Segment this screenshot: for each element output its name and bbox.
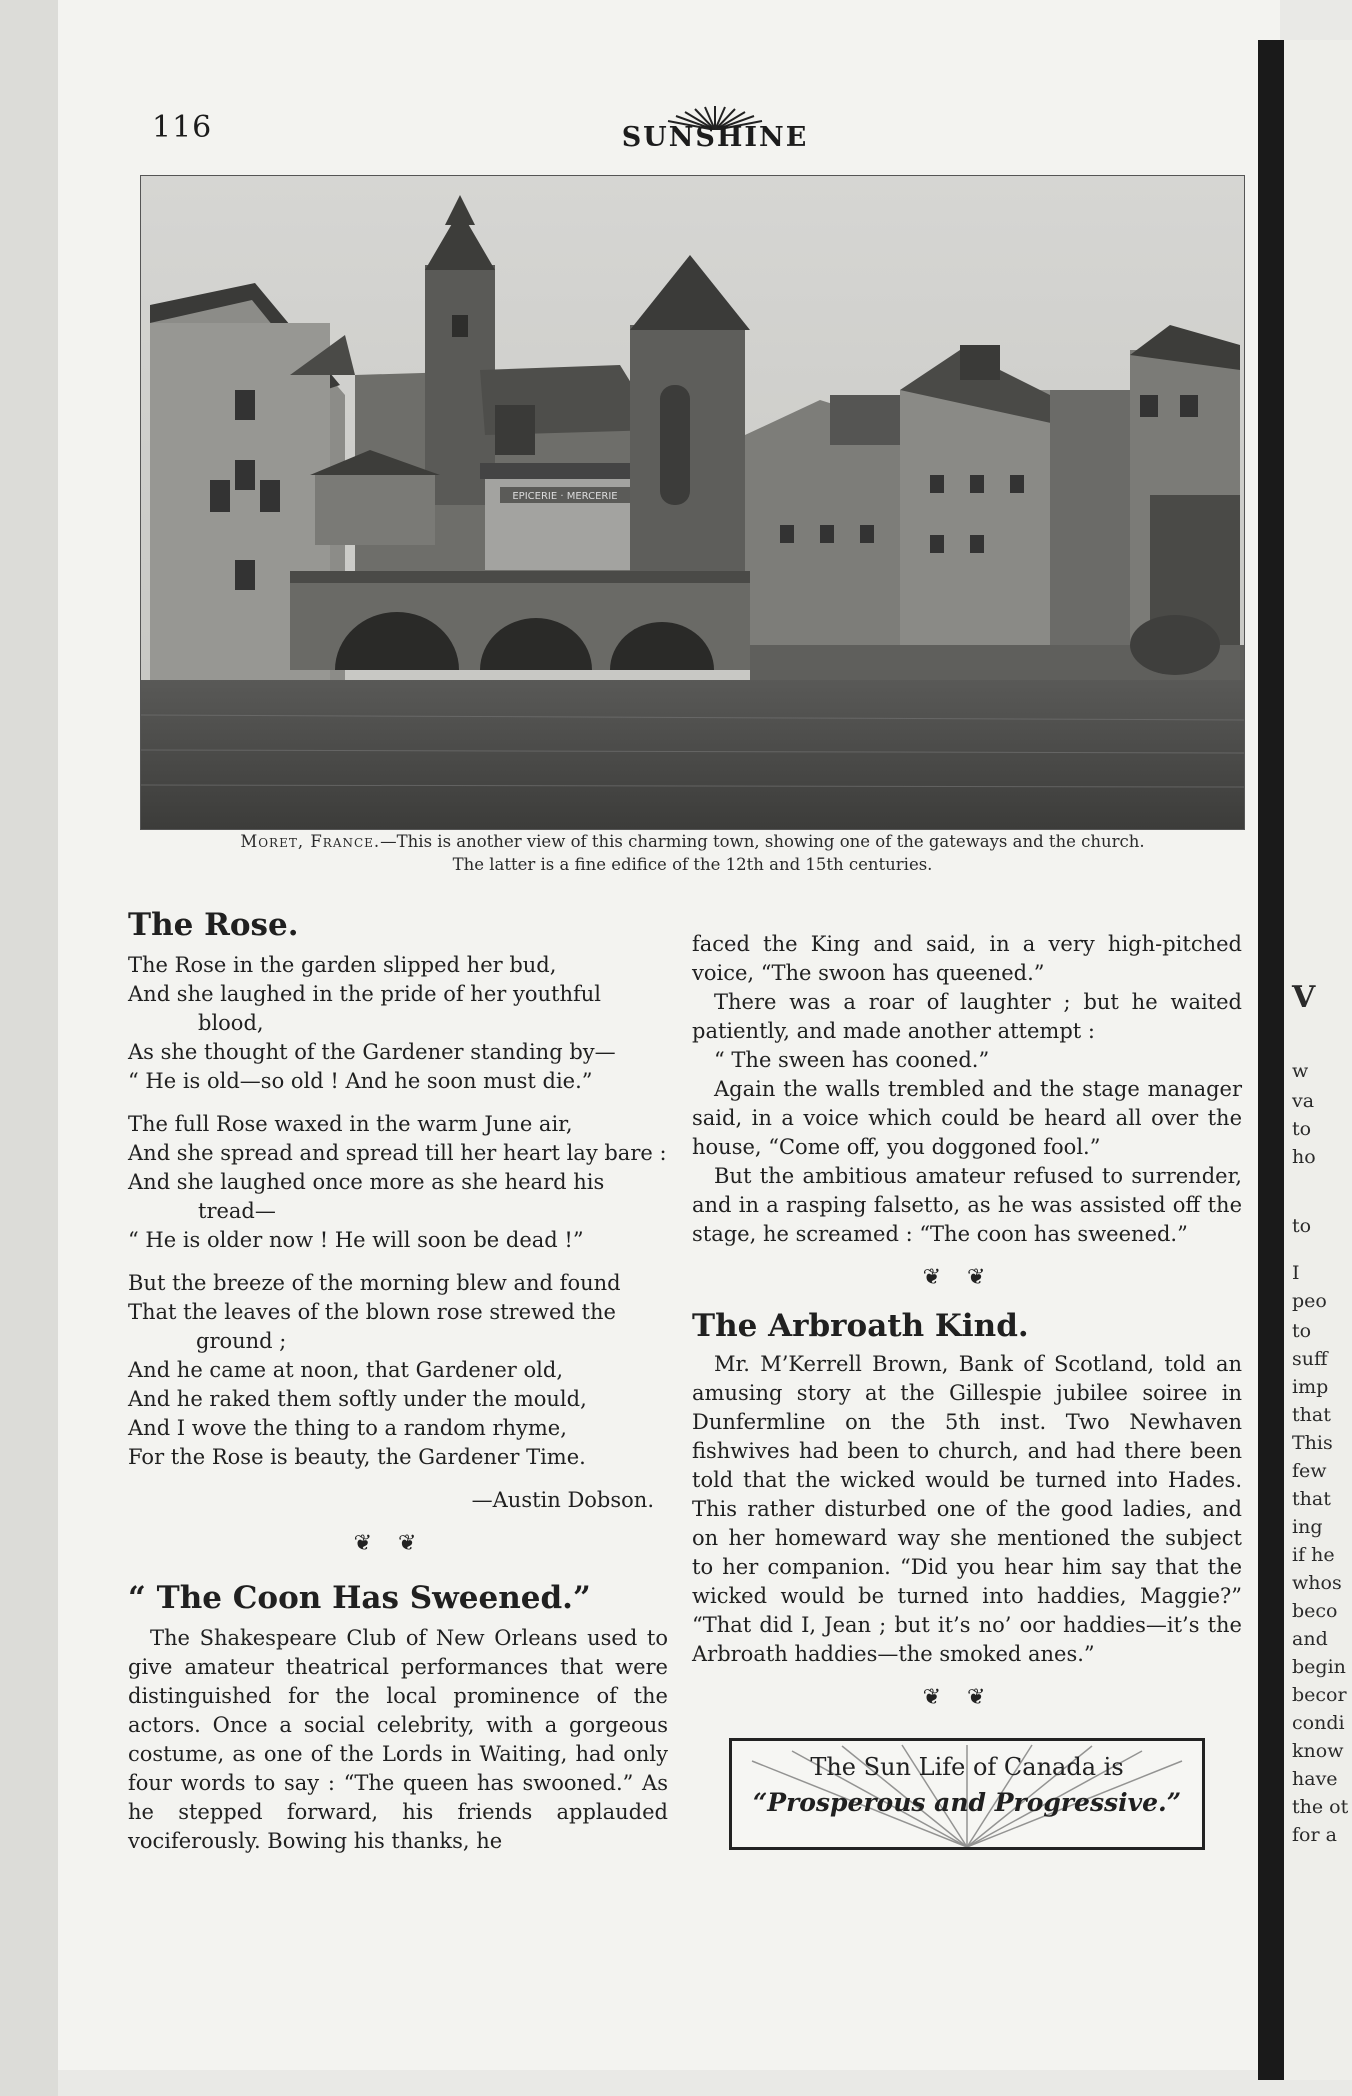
leaf-ornament-icon: ❦❦ — [353, 1531, 443, 1556]
article-paragraph: “ The sween has cooned.” — [714, 1048, 990, 1072]
masthead — [620, 104, 810, 153]
poem-line: That the leaves of the blown rose strewed the — [128, 1300, 616, 1324]
poem-stanza — [128, 1269, 668, 1472]
article-paragraph: Again the walls trembled and the stage manager said, in a voice which could be heard all over the house, “Come off, you doggoned fool.” — [692, 1077, 1242, 1159]
facing-text: that — [1292, 1488, 1331, 1510]
article-paragraph: But the ambitious amateur refused to surrender, and in a rasping falsetto, as he was assisted off the stage, he screamed : “The coon has sweened.” — [692, 1164, 1242, 1246]
facing-text: to — [1292, 1118, 1312, 1140]
facing-text: imp — [1292, 1376, 1329, 1398]
facing-text: ing — [1292, 1516, 1323, 1538]
ad-text-line2: “Prosperous and Progressive.” — [752, 1788, 1182, 1817]
leaf-ornament-icon: ❦❦ — [922, 1685, 1012, 1710]
sun-life-advertisement — [729, 1738, 1205, 1850]
facing-text: ho — [1292, 1146, 1316, 1168]
facing-text: begin — [1292, 1656, 1346, 1678]
poem-title: The Rose. — [128, 907, 299, 943]
poem-stanza — [128, 1110, 668, 1255]
facing-page-edge — [1284, 40, 1352, 2080]
poem-line: As she thought of the Gardener standing by— — [128, 1040, 616, 1064]
photo-caption — [150, 830, 1235, 876]
article-paragraph: Mr. M’Kerrell Brown, Bank of Scotland, told an amusing story at the Gillespie jubilee soiree in Dunfermline on the 5th inst. Two Newhaven fishwives had been to church, and had there been told that the wicked would be turned into Hades. This rather disturbed one of the good ladies, and on her homeward way she mentioned the subject to her companion. “Did you hear him say that the wicked would be turned into haddies, Maggie?” “That did I, Jean ; but it’s no’ oor haddies—it’s the Arbroath haddies—the smoked anes.” — [692, 1352, 1242, 1666]
leaf-ornament-icon: ❦❦ — [922, 1265, 1012, 1290]
ad-text-line1: The Sun Life of Canada is — [810, 1753, 1124, 1781]
poem-line: And she spread and spread till her heart lay bare : — [128, 1141, 667, 1165]
facing-text: and — [1292, 1628, 1328, 1650]
poem-line: And he came at noon, that Gardener old, — [128, 1358, 564, 1382]
binding-gutter — [1258, 40, 1284, 2080]
poem-line: tread— — [198, 1199, 276, 1223]
scan-margin — [0, 0, 58, 2096]
page-number: 116 — [152, 110, 213, 145]
poem-line: “ He is old—so old ! And he soon must die.” — [128, 1069, 593, 1093]
article-paragraph: The Shakespeare Club of New Orleans used to give amateur theatrical performances that were distinguished for the local prominence of the actors. Once a social celebrity, with a gorgeous costume, as one of the Lords in Waiting, had only four words to say : “The queen has swooned.” As he stepped forward, his friends applauded vociferously. Bowing his thanks, he — [128, 1626, 668, 1853]
poem-line: The full Rose waxed in the warm June air, — [128, 1112, 573, 1136]
masthead-title: SUNSHINE — [621, 122, 809, 153]
facing-text: the ot — [1292, 1796, 1349, 1818]
facing-text: This — [1292, 1432, 1333, 1454]
article-title-arbroath: The Arbroath Kind. — [692, 1308, 1029, 1344]
caption-location: Moret, France. — [240, 832, 381, 851]
facing-text: to — [1292, 1215, 1312, 1237]
facing-text: few — [1292, 1460, 1327, 1482]
facing-text: suff — [1292, 1348, 1328, 1370]
facing-text: becor — [1292, 1684, 1347, 1706]
facing-text: peo — [1292, 1290, 1327, 1312]
photo-moret-france — [140, 175, 1245, 830]
facing-text: for a — [1292, 1824, 1337, 1846]
facing-text: va — [1292, 1090, 1315, 1112]
facing-text: beco — [1292, 1600, 1338, 1622]
article-paragraph: faced the King and said, in a very high-pitched voice, “The swoon has queened.” — [692, 932, 1242, 985]
left-column — [128, 905, 668, 1856]
facing-text: know — [1292, 1740, 1344, 1762]
caption-text: —This is another view of this charming town, showing one of the gateways and the church. — [380, 832, 1145, 851]
poem-line: The Rose in the garden slipped her bud, — [128, 953, 557, 977]
poem-line: For the Rose is beauty, the Gardener Time. — [128, 1445, 586, 1469]
shop-sign: EPICERIE · MERCERIE — [512, 491, 618, 502]
facing-text: whos — [1292, 1572, 1342, 1594]
article-title-coon: “ The Coon Has Sweened.” — [128, 1580, 591, 1616]
poem-author: —Austin Dobson. — [471, 1488, 654, 1512]
facing-text: have — [1292, 1768, 1338, 1790]
facing-text: w — [1292, 1060, 1309, 1082]
poem-line: blood, — [198, 1011, 264, 1035]
facing-text: condi — [1292, 1712, 1345, 1734]
facing-text: I — [1292, 1262, 1300, 1284]
poem-line: And I wove the thing to a random rhyme, — [128, 1416, 567, 1440]
poem-body — [128, 951, 668, 1515]
facing-text: that — [1292, 1404, 1331, 1426]
poem-line: But the breeze of the morning blew and found — [128, 1271, 621, 1295]
facing-text: if he — [1292, 1544, 1335, 1566]
poem-line: And she laughed once more as she heard his — [128, 1170, 605, 1194]
facing-text: to — [1292, 1320, 1312, 1342]
right-column — [692, 930, 1242, 1850]
caption-text-line2: The latter is a fine edifice of the 12th and 15th centuries. — [452, 855, 933, 874]
facing-text: V — [1292, 980, 1316, 1015]
poem-stanza — [128, 951, 668, 1096]
poem-line: And he raked them softly under the mould, — [128, 1387, 587, 1411]
poem-line: And she laughed in the pride of her youthful — [128, 982, 601, 1006]
article-paragraph: There was a roar of laughter ; but he waited patiently, and made another attempt : — [692, 990, 1242, 1043]
poem-line: “ He is older now ! He will soon be dead !” — [128, 1228, 584, 1252]
poem-line: ground ; — [196, 1329, 287, 1353]
